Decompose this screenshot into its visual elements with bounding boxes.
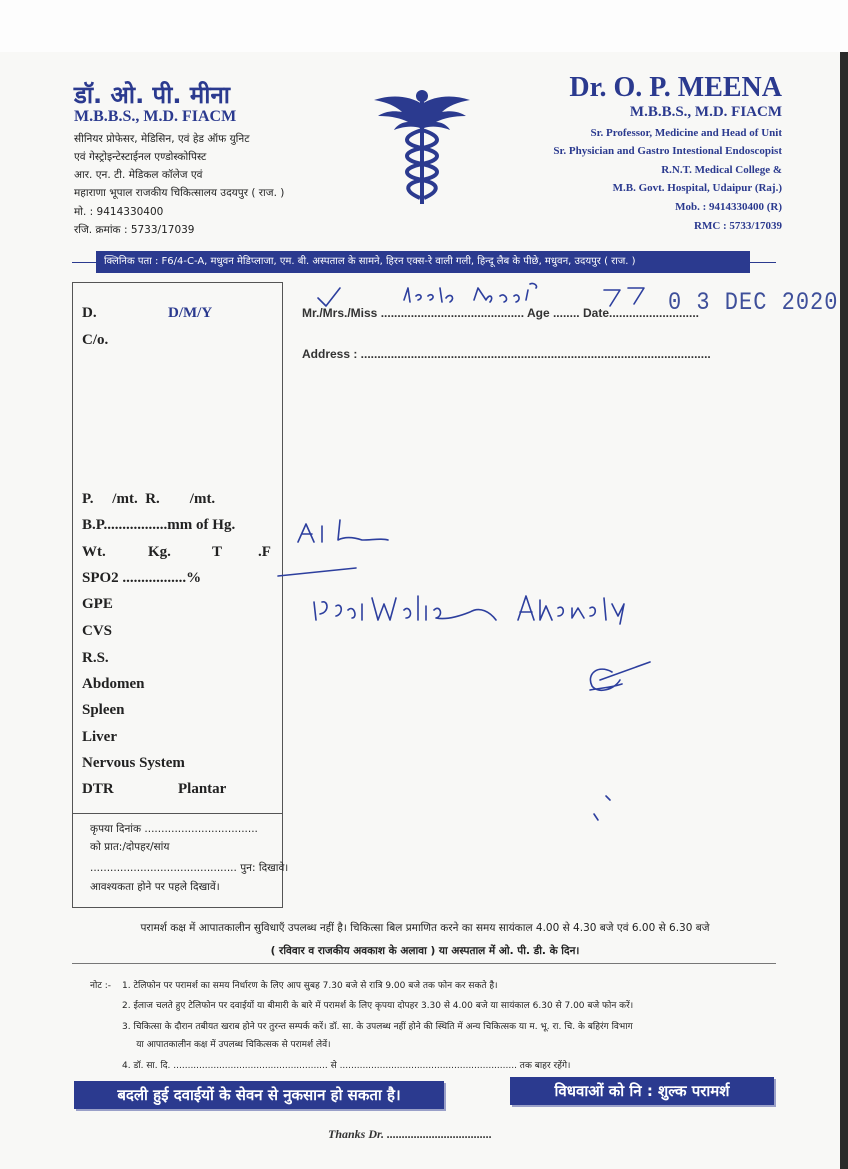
spo2-label: SPO2 .................% [82,570,202,586]
patient-info-line [302,306,699,320]
college-hindi: आर. एन. टी. मेडिकल कॉलेज एवं [74,169,203,181]
registration-hindi: रजि. क्रमांक : 5733/17039 [74,224,195,236]
notice-line-1: परामर्श कक्ष में आपातकालीन सुविधाएँ उपलब्ध नहीं है। चिकित्सा बिल प्रमाणित करने का समय सायंकाल 4.00 से 4.30 बजे एवं 6.00 से 6.30 बजे [140,922,710,934]
bp-label: B.P.................mm of Hg. [82,517,236,533]
dmy-label: D/M/Y [168,305,213,321]
co-label: C/o. [82,332,109,348]
doctor-name-hindi: डॉ. ओ. पी. मीना [74,81,230,109]
hospital-hindi: महाराणा भूपाल राजकीय चिकित्सालय उदयपुर ( राज. ) [74,187,285,199]
mobile-hindi: मो. : 9414330400 [74,206,164,218]
clinic-address-band: क्लिनिक पता : F6/4-C-A, मधुवन मेडिप्लाजा, एम. बी. अस्पताल के सामने, हिरन एक्स-रे वाली गली, हिन्दू लैब के पीछे, मधुवन, उदयपुर ( राज. ) [96,251,750,273]
designation-english-2: Sr. Physician and Gastro Intestional Endoscopist [553,145,782,157]
notes-separator [72,963,776,964]
designation-english-1: Sr. Professor, Medicine and Head of Unit [590,127,782,139]
revisit-show-line: ............................................ पुन: दिखावे। [90,862,289,874]
notice-line-2: ( रविवार व राजकीय अवकाश के अलावा ) या अस्पताल में ओ. पी. डी. के दिन। [270,945,580,957]
age-label: Age ........ [526,306,580,320]
patient-name-label: Mr./Mrs./Miss ........................................... [302,306,525,320]
free-consultation-banner: विधवाओं को नि : शुल्क परामर्श [510,1077,774,1105]
date-stamp: 0 3 DEC 2020 [668,288,839,317]
temp-label: T [212,544,223,560]
caduceus-icon [372,86,472,208]
note-item-3-cont: या आपातकालीन कक्ष में उपलब्ध चिकित्सक से परामर्श लेवें। [122,1040,331,1050]
address-label: Address : ......................................................................................................... [302,347,711,361]
exam-nervous-system: Nervous System [82,755,185,771]
exam-spleen: Spleen [82,702,125,718]
exam-dtr: DTR [82,781,114,797]
note-item-1: 1. टेलिफोन पर परामर्श का समय निर्धारण के लिए आप सुबह 7.30 बजे से रात्रि 9.00 बजे तक फोन कर सकते है। [122,981,498,991]
college-english: R.N.T. Medical College & [661,164,782,176]
degrees-english: M.B.B.S., M.D. FIACM [629,104,782,120]
exam-liver: Liver [82,729,117,745]
note-item-3: 3. चिकित्सा के दौरान तबीयत खराब होने पर तुरन्त सम्पर्क करें। डॉ. सा. के उपलब्ध नहीं होने की स्थिति में अन्य चिकित्सक या म. भू. रा. चि. के बहिरंग विभाग [122,1022,633,1032]
panel-divider [72,813,283,814]
d-label: D. [82,305,97,321]
thanks-line: Thanks Dr. ................................... [328,1127,493,1141]
exam-gpe: GPE [82,596,113,612]
pulse-resp-label: P. /mt. R. /mt. [82,491,216,507]
revisit-date-line: कृपया दिनांक .................................. [90,823,258,835]
warning-banner: बदली हुई दवाईयों के सेवन से नुकसान हो सकता है। [74,1081,444,1109]
date-label: Date........................... [582,306,700,320]
hospital-english: M.B. Govt. Hospital, Udaipur (Raj.) [612,182,782,194]
designation-hindi-1: सीनियर प्रोफेसर, मेडिसिन, एवं हेड ऑफ युनिट [74,133,250,145]
rmc-english: RMC : 5733/17039 [694,220,782,232]
exam-plantar: Plantar [178,781,227,797]
revisit-time-line: को प्रात:/दोपहर/सांय [90,841,170,853]
mobile-english: Mob. : 9414330400 (R) [675,201,782,213]
note-item-4: 4. डॉ. सा. दि. ...................................................... से .............................................................. तक बाहर रहेंगे। [122,1061,571,1071]
revisit-earlier-line: आवश्यकता होने पर पहले दिखावें। [90,881,220,893]
kg-label: Kg. [148,544,171,560]
examination-panel [72,282,283,908]
degrees-hindi-side: M.B.B.S., M.D. FIACM [74,108,237,125]
exam-rs: R.S. [82,650,109,666]
scan-top-margin [0,0,848,52]
doctor-name-english: Dr. O. P. MEENA [569,72,782,103]
weight-label: Wt. [82,544,106,560]
note-item-2: 2. ईलाज चलते हुए टेलिफोन पर दवाईयों या बीमारी के बारे में परामर्श के लिए कृपया दोपहर 3.30 से 4.00 बजे या सायंकाल 6.30 से 7.00 बजे फोन करें। [122,1001,634,1011]
fahrenheit-label: .F [258,544,271,560]
notes-label: नोट :- [90,981,112,991]
exam-abdomen: Abdomen [82,676,145,692]
designation-hindi-2: एवं गेस्ट्रोइन्टेस्टाईनल एण्डोस्कोपिस्ट [74,151,207,163]
exam-cvs: CVS [82,623,113,639]
